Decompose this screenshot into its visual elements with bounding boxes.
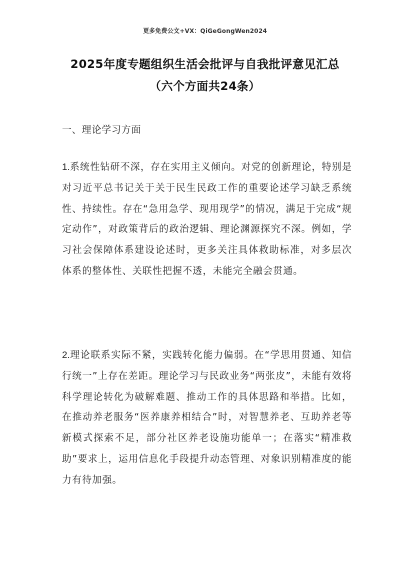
- paragraph-item-2: [62, 346, 352, 492]
- paragraph-number: 1.: [62, 162, 70, 173]
- paragraph-text: 系统性钻研不深，存在实用主义倾向。对党的创新理论，特别是对习近平总书记关于关于民生民政工作的重要论述学习缺乏系统性、持续性。存在“急用急学、现用现学”的情况，满足于完成“规定动作”，对政策背后的政治逻辑、理论渊源探究不深。例如，学习社会保障体系建设论述时，更多关注具体救助标准，对多层次体系的整体性、关联性把握不透，未能完全融会贯通。: [62, 162, 352, 277]
- paragraph-number: 2.: [62, 350, 70, 361]
- header-note: 更多免费公文+VX：QiGeGongWen2024: [142, 28, 267, 35]
- section-heading-theory-study: 一、理论学习方面: [62, 125, 142, 136]
- document-subtitle: （六个方面共24条）: [149, 79, 261, 93]
- document-title: 2025年度专题组织生活会批评与自我批评意见汇总: [70, 57, 340, 71]
- paragraph-text: 理论联系实际不紧，实践转化能力偏弱。在“学思用贯通、知信行统一”上存在差距。理论学习与民政业务“两张皮”，未能有效将科学理论转化为破解难题、推动工作的具体思路和举措。比如，在推动养老服务“医养康养相结合”时，对智慧养老、互助养老等新模式探索不足，部分社区养老设施功能单一；在落实“精准救助”要求上，运用信息化手段提升动态管理、对象识别精准度的能力有待加强。: [62, 350, 352, 486]
- paragraph-item-1: [62, 158, 352, 283]
